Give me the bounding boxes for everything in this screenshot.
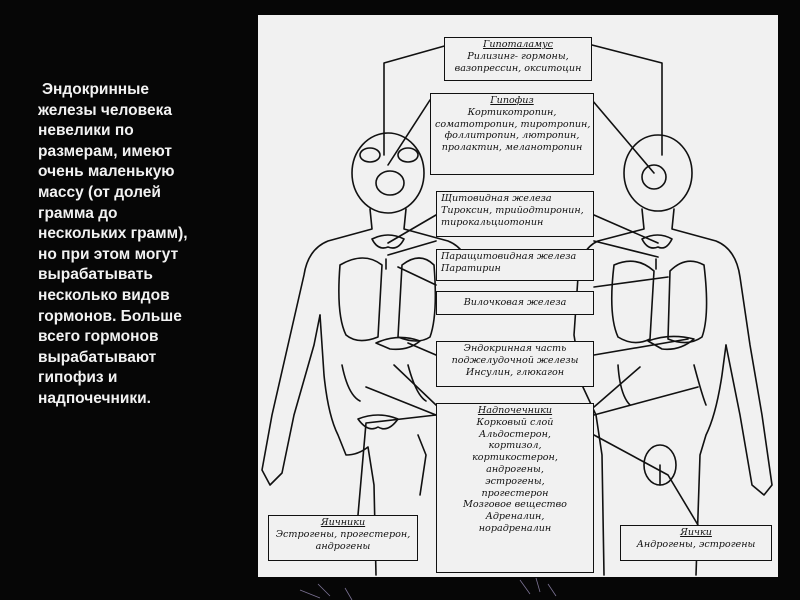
intro-text	[38, 80, 260, 410]
adrenal-line: кортизол,	[488, 440, 542, 452]
intro-line: Эндокринные	[42, 81, 150, 98]
ovaries-line: андрогены	[315, 540, 371, 552]
pituitary-line: пролактин, меланотропин	[441, 142, 583, 154]
intro-line: вырабатывать	[38, 266, 153, 284]
intro-line: очень маленькую	[38, 163, 175, 181]
intro-line: нескольких грамм),	[38, 225, 188, 243]
parathyroid-line: Паратирин	[441, 262, 501, 274]
male-figure	[574, 135, 772, 575]
intro-line: гормонов. Больше	[38, 307, 182, 325]
ovaries-line: Эстрогены, прогестерон,	[275, 528, 411, 540]
thyroid-title: Щитовидная железа	[441, 193, 552, 204]
hypothalamus-line: вазопрессин, окситоцин	[454, 62, 582, 74]
pituitary-title: Гипофиз	[490, 95, 534, 106]
intro-line: но при этом могут	[38, 245, 179, 263]
adrenal-box	[436, 403, 594, 573]
thymus-title: Вилочковая железа	[463, 297, 567, 308]
pancreas-title: Эндокринная часть	[463, 343, 567, 354]
adrenal-line: Альдостерон,	[479, 428, 551, 440]
thyroid-box	[436, 191, 594, 237]
adrenal-line: прогестерон	[481, 487, 549, 499]
ovaries-box	[268, 515, 418, 561]
intro-line: гипофиз и	[38, 369, 118, 387]
pancreas-box	[436, 341, 594, 387]
thyroid-line: тирокальциотонин	[441, 216, 544, 228]
adrenal-line: андрогены,	[486, 463, 544, 475]
hypothalamus-title: Гипоталамус	[482, 39, 554, 50]
adrenal-line: Мозговое вещество	[463, 499, 567, 511]
parathyroid-box	[436, 249, 594, 281]
thyroid-line: Тироксин, трийодтиронин,	[441, 204, 584, 216]
adrenal-line: Адреналин,	[485, 511, 545, 523]
intro-line: несколько видов	[38, 286, 170, 304]
adrenal-line: эстрогены,	[485, 475, 545, 487]
pituitary-box	[430, 93, 594, 175]
ovaries-title: Яичники	[320, 517, 366, 528]
adrenal-line: кортикостерон,	[472, 452, 558, 464]
intro-line: надпочечники.	[38, 389, 151, 407]
parathyroid-title: Паращитовидная железа	[441, 251, 577, 262]
pancreas-line: поджелудочной железы	[451, 354, 579, 366]
intro-line: размерам, имеют	[38, 142, 172, 160]
hypothalamus-box	[444, 37, 592, 81]
star-decoration	[0, 560, 800, 600]
intro-line: невелики по	[38, 122, 134, 140]
adrenal-line: норадреналин	[478, 522, 552, 534]
intro-line: вырабатывают	[38, 348, 157, 366]
pituitary-line: соматотропин, тиротропин,	[435, 118, 591, 130]
pituitary-line: Кортикотропин,	[467, 106, 557, 118]
intro-line: железы человека	[38, 101, 172, 119]
testes-box	[620, 525, 772, 561]
testes-line: Андрогены, эстрогены	[636, 538, 756, 550]
hypothalamus-line: Рилизинг- гормоны,	[467, 50, 569, 62]
pancreas-line: Инсулин, глюкагон	[465, 366, 565, 378]
adrenal-title: Надпочечники	[477, 405, 553, 416]
thymus-box	[436, 291, 594, 315]
endocrine-diagram	[258, 15, 778, 577]
intro-line: всего гормонов	[38, 328, 159, 346]
pituitary-line: фоллитропин, лютропин,	[444, 130, 580, 142]
intro-line: грамма до	[38, 204, 118, 222]
adrenal-line: Корковый слой	[476, 416, 554, 428]
testes-title: Яички	[680, 527, 712, 538]
intro-line: массу (от долей	[38, 183, 161, 201]
